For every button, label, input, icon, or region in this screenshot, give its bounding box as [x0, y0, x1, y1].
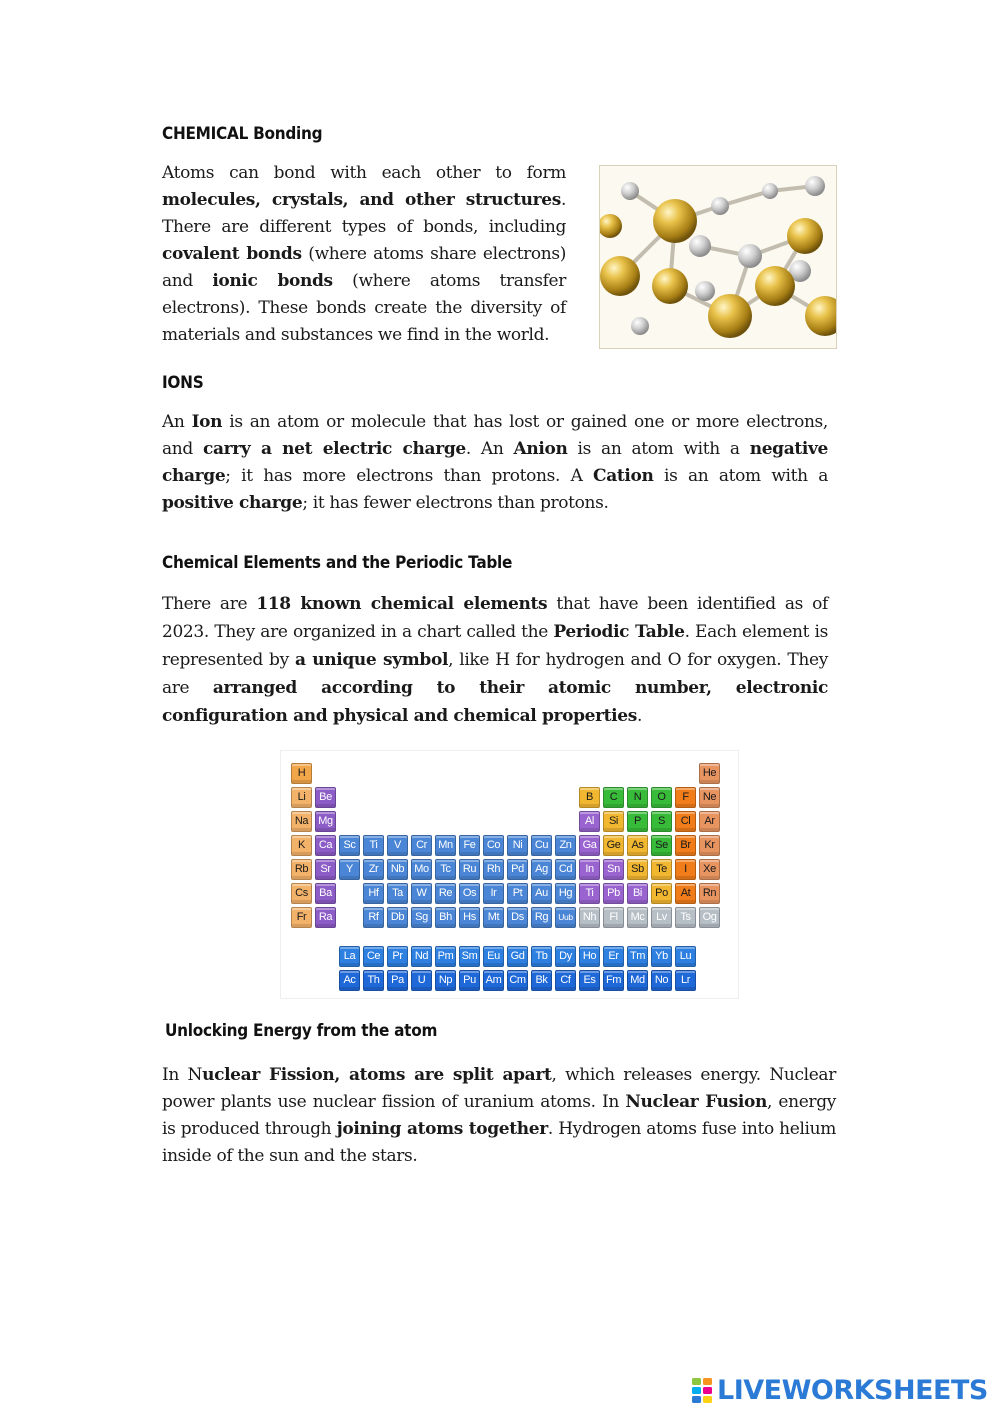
element-ni: Ni: [507, 835, 528, 856]
element-pd: Pd: [507, 859, 528, 880]
element-md: Md: [627, 970, 648, 991]
element-eu: Eu: [483, 946, 504, 967]
element-nd: Nd: [411, 946, 432, 967]
element-ag: Ag: [531, 859, 552, 880]
element-pu: Pu: [459, 970, 480, 991]
element-cs: Cs: [291, 883, 312, 904]
bold-text: Ion: [191, 412, 223, 432]
element-fe: Fe: [459, 835, 480, 856]
text-run: (where atoms share electrons) and: [162, 244, 566, 291]
heading-ions: IONS: [162, 373, 204, 393]
element-rb: Rb: [291, 859, 312, 880]
element-rn: Rn: [699, 883, 720, 904]
element-cr: Cr: [411, 835, 432, 856]
element-ir: Ir: [483, 883, 504, 904]
element-rh: Rh: [483, 859, 504, 880]
element-rf: Rf: [363, 907, 384, 928]
element-ce: Ce: [363, 946, 384, 967]
text-run: , energy is produced through: [162, 1092, 836, 1139]
element-np: Np: [435, 970, 456, 991]
element-sr: Sr: [315, 859, 336, 880]
element-bk: Bk: [531, 970, 552, 991]
element-rg: Rg: [531, 907, 552, 928]
element-ge: Ge: [603, 835, 624, 856]
heading-chemical-bonding: CHEMICAL Bonding: [162, 124, 323, 144]
element-fl: Fl: [603, 907, 624, 928]
element-zr: Zr: [363, 859, 384, 880]
element-yb: Yb: [651, 946, 672, 967]
text-run: Atoms can bond with each other to form: [162, 163, 566, 183]
bold-text: molecules, crystals, and other structures: [162, 190, 561, 210]
element-se: Se: [651, 835, 672, 856]
element-ti: Ti: [363, 835, 384, 856]
element-xe: Xe: [699, 859, 720, 880]
bold-text: joining atoms together: [336, 1119, 548, 1139]
element-k: K: [291, 835, 312, 856]
text-run: is an atom with a: [567, 439, 750, 459]
element-uub: Uub: [555, 907, 576, 928]
text-run: ; it has more electrons than protons. A: [225, 466, 594, 486]
element-pr: Pr: [387, 946, 408, 967]
element-c: C: [603, 787, 624, 808]
element-te: Te: [651, 859, 672, 880]
heading-periodic-table: Chemical Elements and the Periodic Table: [162, 553, 513, 573]
element-lu: Lu: [675, 946, 696, 967]
element-cf: Cf: [555, 970, 576, 991]
element-br: Br: [675, 835, 696, 856]
text-run: ; it has fewer electrons than protons.: [302, 493, 609, 513]
element-si: Si: [603, 811, 624, 832]
text-run: . Each element is represented by: [162, 622, 828, 670]
element-re: Re: [435, 883, 456, 904]
bold-text: a unique symbol: [294, 650, 449, 670]
element-ta: Ta: [387, 883, 408, 904]
element-cu: Cu: [531, 835, 552, 856]
bold-text: uclear Fission, atoms are split apart: [202, 1065, 552, 1085]
element-tb: Tb: [531, 946, 552, 967]
element-ne: Ne: [699, 787, 720, 808]
element-at: At: [675, 883, 696, 904]
element-sg: Sg: [411, 907, 432, 928]
element-pb: Pb: [603, 883, 624, 904]
bold-text: carry a net electric charge: [202, 439, 466, 459]
ions-paragraph: [162, 409, 828, 517]
text-run: , like H for hydrogen and O for oxygen. They are: [162, 650, 828, 698]
element-es: Es: [579, 970, 600, 991]
element-v: V: [387, 835, 408, 856]
text-run: is an atom with a: [653, 466, 828, 486]
element-cl: Cl: [675, 811, 696, 832]
element-pa: Pa: [387, 970, 408, 991]
element-lr: Lr: [675, 970, 696, 991]
energy-paragraph: [162, 1062, 836, 1170]
element-ho: Ho: [579, 946, 600, 967]
element-w: W: [411, 883, 432, 904]
element-au: Au: [531, 883, 552, 904]
element-nh: Nh: [579, 907, 600, 928]
element-bh: Bh: [435, 907, 456, 928]
text-run: . There are different types of bonds, including: [162, 190, 566, 237]
element-ds: Ds: [507, 907, 528, 928]
element-zn: Zn: [555, 835, 576, 856]
element-h: H: [291, 763, 312, 784]
element-cd: Cd: [555, 859, 576, 880]
element-mg: Mg: [315, 811, 336, 832]
bold-text: Nuclear Fusion: [625, 1092, 767, 1112]
element-f: F: [675, 787, 696, 808]
element-la: La: [339, 946, 360, 967]
element-mt: Mt: [483, 907, 504, 928]
element-kr: Kr: [699, 835, 720, 856]
element-hg: Hg: [555, 883, 576, 904]
element-hf: Hf: [363, 883, 384, 904]
element-ra: Ra: [315, 907, 336, 928]
text-run: (where atoms transfer electrons). These bonds create the diversity of materials and substances we find in the world.: [162, 271, 566, 345]
element-al: Al: [579, 811, 600, 832]
bold-text: Cation: [593, 466, 654, 486]
element-li: Li: [291, 787, 312, 808]
element-sc: Sc: [339, 835, 360, 856]
element-dy: Dy: [555, 946, 576, 967]
element-sb: Sb: [627, 859, 648, 880]
text-run: An: [162, 412, 192, 432]
element-co: Co: [483, 835, 504, 856]
element-mo: Mo: [411, 859, 432, 880]
element-pt: Pt: [507, 883, 528, 904]
element-sm: Sm: [459, 946, 480, 967]
element-y: Y: [339, 859, 360, 880]
element-lv: Lv: [651, 907, 672, 928]
text-run: There are: [162, 594, 257, 614]
element-am: Am: [483, 970, 504, 991]
element-fm: Fm: [603, 970, 624, 991]
bold-text: arranged according to their atomic number, electronic configuration and physical and chemical properties: [162, 678, 829, 726]
element-mn: Mn: [435, 835, 456, 856]
element-nb: Nb: [387, 859, 408, 880]
element-p: P: [627, 811, 648, 832]
element-ru: Ru: [459, 859, 480, 880]
element-os: Os: [459, 883, 480, 904]
element-tm: Tm: [627, 946, 648, 967]
element-b: B: [579, 787, 600, 808]
liveworksheets-logo-icon: [692, 1376, 714, 1404]
bold-text: positive charge: [162, 493, 303, 513]
element-n: N: [627, 787, 648, 808]
text-run: .: [636, 706, 643, 726]
element-na: Na: [291, 811, 312, 832]
element-ar: Ar: [699, 811, 720, 832]
text-run: that have been identified as of 2023. They are organized in a chart called the: [162, 594, 829, 642]
text-run: , which releases energy. Nuclear power plants use nuclear fission of uranium atoms. In: [162, 1065, 836, 1112]
element-be: Be: [315, 787, 336, 808]
element-gd: Gd: [507, 946, 528, 967]
element-s: S: [651, 811, 672, 832]
element-he: He: [699, 763, 720, 784]
element-og: Og: [699, 907, 720, 928]
element-ca: Ca: [315, 835, 336, 856]
bold-text: Anion: [513, 439, 568, 459]
element-u: U: [411, 970, 432, 991]
element-ac: Ac: [339, 970, 360, 991]
periodic-table-image: [280, 750, 739, 999]
heading-unlocking-energy: Unlocking Energy from the atom: [165, 1021, 438, 1041]
element-tc: Tc: [435, 859, 456, 880]
bold-text: covalent bonds: [162, 244, 302, 264]
bold-text: ionic bonds: [212, 271, 333, 291]
element-in: In: [579, 859, 600, 880]
element-sn: Sn: [603, 859, 624, 880]
element-ti: Ti: [579, 883, 600, 904]
element-i: I: [675, 859, 696, 880]
element-hs: Hs: [459, 907, 480, 928]
element-ba: Ba: [315, 883, 336, 904]
element-ts: Ts: [675, 907, 696, 928]
bonding-paragraph: [162, 160, 566, 349]
logo-text: LIVEWORKSHEETS: [717, 1374, 988, 1406]
element-th: Th: [363, 970, 384, 991]
element-cm: Cm: [507, 970, 528, 991]
element-fr: Fr: [291, 907, 312, 928]
text-run: is an atom or molecule that has lost or gained one or more electrons, and: [162, 412, 828, 459]
element-bi: Bi: [627, 883, 648, 904]
bold-text: Periodic Table: [553, 622, 685, 642]
molecule-illustration: [600, 166, 836, 348]
element-pm: Pm: [435, 946, 456, 967]
element-no: No: [651, 970, 672, 991]
molecule-image: [599, 165, 837, 349]
element-db: Db: [387, 907, 408, 928]
element-ga: Ga: [579, 835, 600, 856]
liveworksheets-logo: [692, 1372, 988, 1408]
element-mc: Mc: [627, 907, 648, 928]
bold-text: 118 known chemical elements: [256, 594, 548, 614]
element-po: Po: [651, 883, 672, 904]
text-run: In N: [162, 1065, 203, 1085]
element-as: As: [627, 835, 648, 856]
element-er: Er: [603, 946, 624, 967]
text-run: . Hydrogen atoms fuse into helium inside of the sun and the stars.: [162, 1119, 836, 1166]
element-o: O: [651, 787, 672, 808]
elements-paragraph: [162, 590, 828, 730]
bold-text: negative charge: [162, 439, 828, 486]
text-run: . An: [465, 439, 514, 459]
